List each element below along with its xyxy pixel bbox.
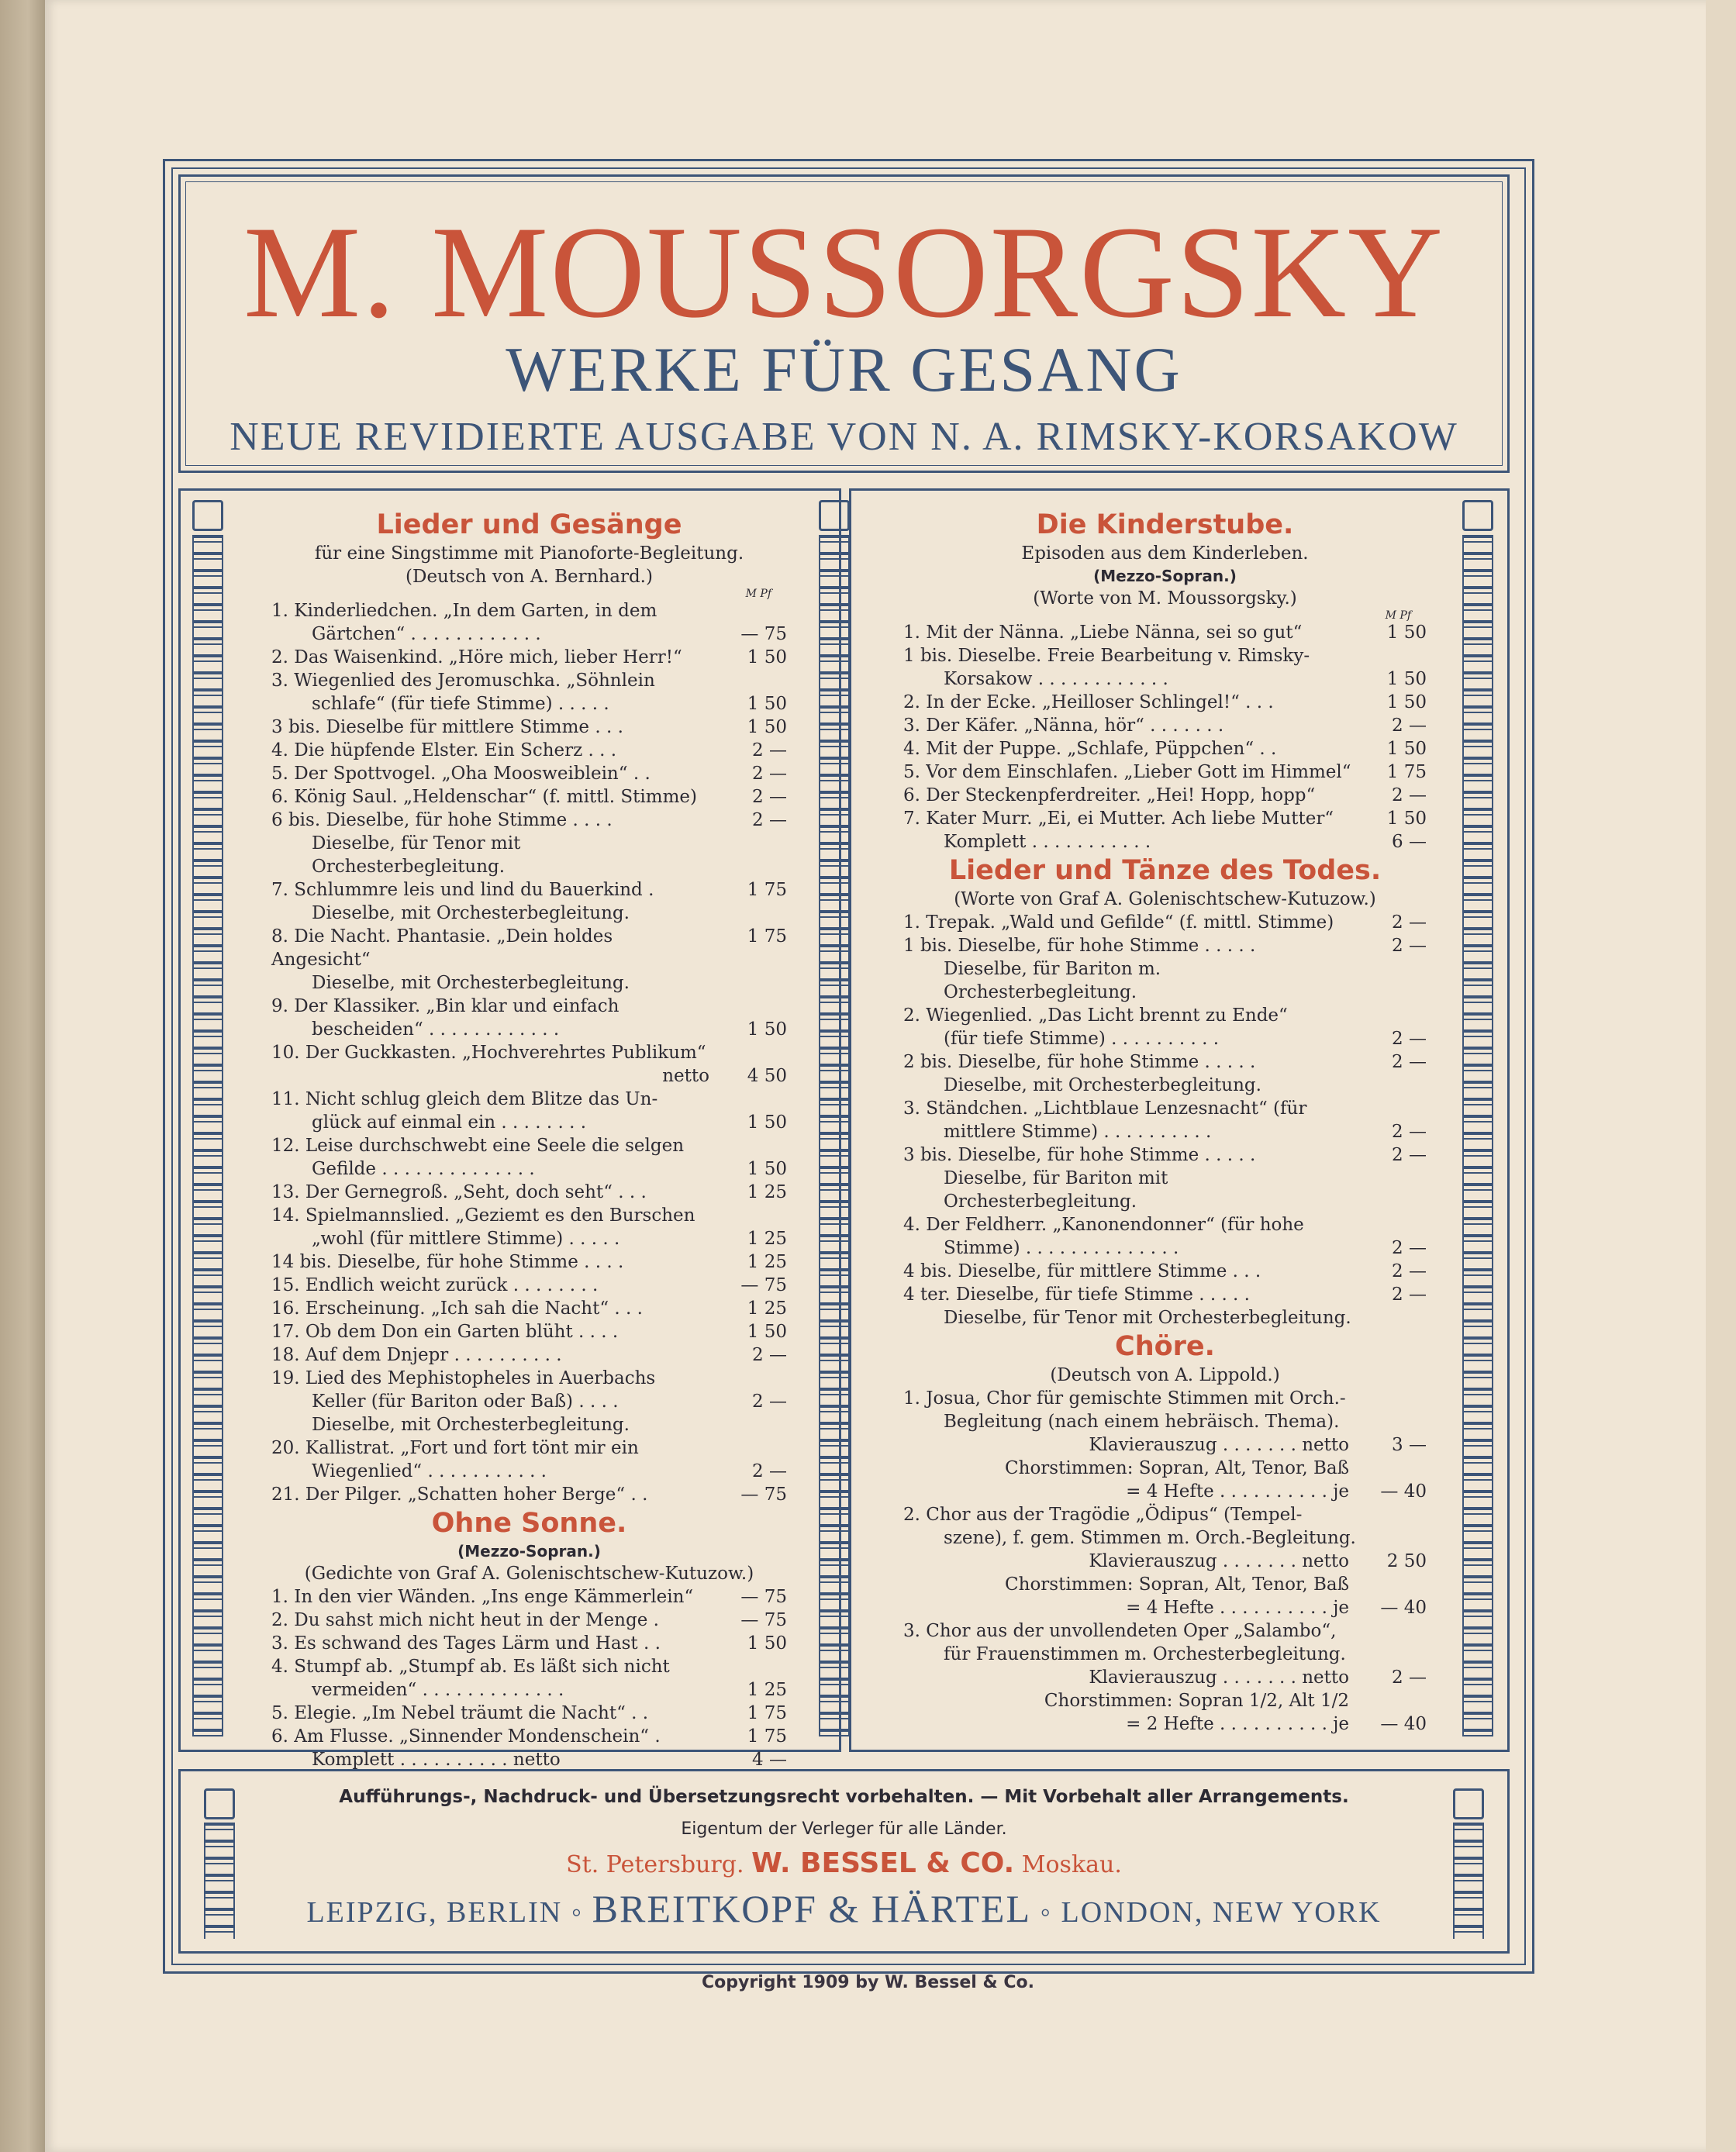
item-title: = 4 Hefte . . . . . . . . . . je [1126,1481,1349,1502]
section-poet: (Worte von M. Moussorgsky.) [1033,588,1297,609]
list-item [903,644,1427,667]
item-title: Dieselbe, mit Orchesterbegleitung. [312,1415,630,1435]
item-title: 8. Die Nacht. Phantasie. „Dein holdes Angesicht“ [271,926,613,970]
list-item [271,622,787,646]
title-box [178,174,1510,473]
list-item [903,621,1427,644]
item-price: 1 50 [1386,739,1427,759]
list-item [271,1585,787,1609]
item-title: 1. Kinderliedchen. „In dem Garten, in dem [271,601,657,621]
section-translator: (Deutsch von A. Lippold.) [1050,1365,1280,1385]
item-price: 1 75 [747,1726,787,1747]
item-price: 2 — [1392,912,1427,933]
item-title: 3. Wiegenlied des Jeromuschka. „Söhnlein [271,671,655,691]
item-price: 2 — [752,740,787,760]
composer-title: M. MOUSSORGSKY [243,199,1444,345]
item-price: 4 — [752,1750,787,1770]
item-title: mittlere Stimme) . . . . . . . . . . [944,1122,1212,1142]
list-item [903,1074,1427,1097]
publisher-name: BREITKOPF & HÄRTEL [592,1887,1032,1930]
ornament-rosette-icon [192,500,223,531]
section-heading: Chöre. [1115,1331,1215,1362]
list-item [903,1213,1427,1236]
item-title: 21. Der Pilger. „Schatten hoher Berge“ . . [271,1485,648,1505]
item-price: 2 — [752,1392,787,1412]
property-notice: Eigentum der Verleger für alle Länder. [681,1819,1007,1839]
publisher-name: W. BESSEL & CO. [751,1847,1015,1879]
section-subtitle: Episoden aus dem Kinderleben. [1021,543,1309,564]
list-item [271,669,787,692]
list-item [271,1064,787,1088]
item-title: 15. Endlich weicht zurück . . . . . . . . [271,1275,599,1295]
list-item [271,1413,787,1436]
section-subtitle: für eine Singstimme mit Pianoforte-Begleitung. [314,543,744,564]
item-price: 1 75 [1386,762,1427,782]
item-title: 4. Stumpf ab. „Stumpf ab. Es läßt sich nicht [271,1657,670,1677]
item-price: 2 — [1392,1667,1427,1688]
item-title: Dieselbe, mit Orchesterbegleitung. [312,903,630,923]
section-poet: (Worte von Graf A. Golenischtschew-Kutuzow.) [954,889,1376,909]
item-price: 1 50 [747,1112,787,1133]
item-title: 10. Der Guckkasten. „Hochverehrtes Publikum“ [271,1043,706,1063]
list-item [271,809,787,832]
list-item [903,1004,1427,1027]
item-title: 13. Der Gernegroß. „Seht, doch seht“ . . . [271,1182,647,1202]
item-title: 12. Leise durchschwebt eine Seele die selgen [271,1136,685,1156]
item-title: 1. Trepak. „Wald und Gefilde“ (f. mittl. Stimme) [903,912,1334,933]
city-label: St. Petersburg. [566,1851,744,1878]
list-item [271,1157,787,1181]
item-price: 1 50 [1386,809,1427,829]
item-title: 5. Der Spottvogel. „Oha Moosweiblein“ . . [271,764,651,784]
item-title: 5. Elegie. „Im Nebel träumt die Nacht“ . . [271,1703,649,1723]
item-title: Chorstimmen: Sopran, Alt, Tenor, Baß [1005,1574,1349,1595]
item-price: 2 — [1392,1052,1427,1072]
item-title: 3. Es schwand des Tages Lärm und Hast . . [271,1633,661,1654]
list-item [271,1436,787,1460]
item-title: Klavierauszug . . . . . . . netto [1089,1435,1349,1455]
item-title: 6 bis. Dieselbe, für hohe Stimme . . . . [271,810,613,830]
book-binding [0,0,47,2152]
item-title: 2. Du sahst mich nicht heut in der Menge . [271,1610,659,1630]
item-title: 6. König Saul. „Heldenschar“ (f. mittl. Stimme) [271,787,697,807]
list-item [903,1050,1427,1074]
price-column-marks: M Pf [745,588,771,600]
item-title: Klavierauszug . . . . . . . netto [1089,1667,1349,1688]
item-price: 1 50 [747,1159,787,1179]
list-item [271,1297,787,1320]
item-price: 1 25 [747,1680,787,1700]
voice-type: (Mezzo-Sopran.) [1093,567,1237,585]
list-item [271,971,787,995]
item-title: Keller (für Bariton oder Baß) . . . . [312,1392,619,1412]
list-item [271,785,787,809]
item-title: 6. Der Steckenpferdreiter. „Hei! Hopp, hopp“ [903,785,1316,805]
item-title: Begleitung (nach einem hebräisch. Thema). [944,1412,1340,1432]
item-title: = 2 Hefte . . . . . . . . . . je [1126,1714,1349,1734]
item-price: 1 50 [747,694,787,714]
item-title: Chorstimmen: Sopran, Alt, Tenor, Baß [1005,1458,1349,1478]
list-item [271,762,787,785]
item-title: 7. Schlummre leis und lind du Bauerkind . [271,880,654,900]
item-price: 1 25 [747,1298,787,1319]
item-price: — 75 [740,624,787,644]
item-title: 4. Die hüpfende Elster. Ein Scherz . . . [271,740,617,760]
item-price: — 75 [740,1275,787,1295]
item-title: 11. Nicht schlug gleich dem Blitze das Un- [271,1089,658,1109]
item-title: 1. Josua, Chor für gemischte Stimmen mit Orch.- [903,1388,1346,1409]
item-price: 4 50 [747,1066,787,1086]
item-title: Wiegenlied“ . . . . . . . . . . . [312,1461,547,1481]
list-item [271,1390,787,1413]
list-item [903,1260,1427,1283]
item-price: 1 50 [1386,692,1427,712]
edition-line: NEUE REVIDIERTE AUSGABE VON N. A. RIMSKY-KORSAKOW [230,415,1458,459]
list-item [903,714,1427,737]
list-item [271,1655,787,1678]
item-price: 2 — [1392,1238,1427,1258]
list-item [271,599,787,622]
list-item [271,1181,787,1204]
list-item [271,1204,787,1227]
item-title: szene), f. gem. Stimmen m. Orch.-Begleitung. [944,1528,1356,1548]
song-list [903,621,1427,854]
list-item [903,737,1427,760]
song-list [903,1387,1427,1736]
item-price: 2 — [1392,1122,1427,1142]
item-price: 2 — [1392,936,1427,956]
item-price: 2 — [752,1345,787,1365]
price-column-marks: M Pf [1385,609,1411,622]
item-title: 3 bis. Dieselbe für mittlere Stimme . . . [271,717,623,737]
list-item [271,1227,787,1250]
item-price: 2 — [752,1461,787,1481]
item-title: glück auf einmal ein . . . . . . . . [312,1112,587,1133]
list-item [903,1480,1427,1503]
item-price: — 40 [1380,1598,1427,1618]
list-item [271,902,787,925]
item-title: für Frauenstimmen m. Orchesterbegleitung. [944,1644,1346,1664]
item-title: 4. Mit der Puppe. „Schlafe, Püppchen“ . . [903,739,1277,759]
item-title: 2 bis. Dieselbe, für hohe Stimme . . . . . [903,1052,1256,1072]
item-price: 1 25 [747,1252,787,1272]
list-item [903,1167,1427,1213]
list-item [271,925,787,971]
list-item [903,1457,1427,1480]
item-price: 1 50 [747,1019,787,1040]
item-price: 1 50 [747,1322,787,1342]
ornament-rosette-icon [1462,500,1493,531]
item-price: 2 50 [1386,1551,1427,1571]
item-title: Chorstimmen: Sopran 1/2, Alt 1/2 [1044,1691,1349,1711]
item-price: — 75 [740,1485,787,1505]
item-title: 17. Ob dem Don ein Garten blüht . . . . [271,1322,619,1342]
item-title: 6. Am Flusse. „Sinnender Mondenschein“ . [271,1726,661,1747]
item-title: 20. Kallistrat. „Fort und fort tönt mir ein [271,1438,639,1458]
item-title: 2. Chor aus der Tragödie „Ödipus“ (Tempel- [903,1505,1303,1525]
list-item [903,1573,1427,1596]
list-item [271,1702,787,1725]
item-title: Korsakow . . . . . . . . . . . . [944,669,1168,689]
item-title: 9. Der Klassiker. „Bin klar und einfach [271,996,620,1016]
item-price: 1 50 [747,1633,787,1654]
list-item [271,1748,787,1771]
list-item [903,1387,1427,1410]
voice-type: (Mezzo-Sopran.) [457,1542,601,1561]
list-item [903,760,1427,784]
list-item [271,646,787,669]
item-title: 2. Das Waisenkind. „Höre mich, lieber Herr!“ [271,647,682,667]
item-title: 1 bis. Dieselbe. Freie Bearbeitung v. Rimsky- [903,646,1310,666]
item-title: = 4 Hefte . . . . . . . . . . je [1126,1598,1349,1618]
item-price: 1 25 [747,1229,787,1249]
item-price: 1 25 [747,1182,787,1202]
item-title: 5. Vor dem Einschlafen. „Lieber Gott im Himmel“ [903,762,1351,782]
item-price: — 75 [740,1587,787,1607]
item-title: 14 bis. Dieselbe, für hohe Stimme . . . . [271,1252,624,1272]
list-item [271,1018,787,1041]
item-price: 3 — [1392,1435,1427,1455]
item-title: 19. Lied des Mephistopheles in Auerbachs [271,1368,656,1388]
item-price: 1 50 [1386,622,1427,643]
list-item [903,1596,1427,1619]
ornament-border-icon [819,535,850,1736]
item-price: 2 — [1392,1285,1427,1305]
ornament-border-icon [192,535,223,1736]
list-item [271,1483,787,1506]
list-item [271,995,787,1018]
list-item [903,957,1427,1004]
section-translator: (Deutsch von A. Bernhard.) [406,567,653,587]
list-item [903,1619,1427,1643]
list-item [903,1306,1427,1329]
item-title: schlafe“ (für tiefe Stimme) . . . . . [312,694,609,714]
ornament-border-icon [1462,535,1493,1736]
item-title: 3. Der Käfer. „Nänna, hör“ . . . . . . . [903,716,1224,736]
list-item [271,739,787,762]
item-title: Dieselbe, für Tenor mit Orchesterbegleitung. [312,833,521,877]
item-price: 1 75 [747,926,787,947]
list-item [271,1041,787,1064]
item-title: 14. Spielmannslied. „Geziemt es den Burschen [271,1205,695,1226]
city-label: Moskau. [1021,1851,1122,1878]
item-title: 1. In den vier Wänden. „Ins enge Kämmerlein“ [271,1587,694,1607]
list-item [271,1725,787,1748]
list-item [903,691,1427,714]
item-title: „wohl (für mittlere Stimme) . . . . . [312,1229,620,1249]
item-title: 1 bis. Dieselbe, für hohe Stimme . . . . . [903,936,1256,956]
item-title: netto [662,1066,709,1086]
list-item [903,1550,1427,1573]
publisher-box [178,1769,1510,1954]
list-item [271,1134,787,1157]
rights-notice: Aufführungs-, Nachdruck- und Übersetzungsrecht vorbehalten. — Mit Vorbehalt aller Arrangements. [339,1787,1349,1807]
item-title: Dieselbe, für Bariton mit Orchesterbegleitung. [944,1168,1168,1212]
section-heading: Lieder und Tänze des Todes. [948,855,1382,886]
list-item [903,1689,1427,1712]
list-item [903,1433,1427,1457]
list-item [271,1678,787,1702]
section-heading: Ohne Sonne. [431,1508,627,1539]
item-title: 16. Erscheinung. „Ich sah die Nacht“ . . . [271,1298,643,1319]
list-item [903,911,1427,934]
item-price: 1 50 [747,717,787,737]
distributor-line [181,1886,1507,1931]
item-title: 2. Wiegenlied. „Das Licht brennt zu Ende“ [903,1005,1288,1026]
list-item [271,716,787,739]
item-price: 1 50 [747,647,787,667]
list-item [903,807,1427,830]
item-title: 4 ter. Dieselbe, für tiefe Stimme . . . . . [903,1285,1250,1305]
item-title: Stimme) . . . . . . . . . . . . . . [944,1238,1179,1258]
list-item [271,1111,787,1134]
list-item [903,830,1427,854]
item-title: 18. Auf dem Dnjepr . . . . . . . . . . [271,1345,562,1365]
item-title: (für tiefe Stimme) . . . . . . . . . . [944,1029,1220,1049]
item-title: Dieselbe, mit Orchesterbegleitung. [312,973,630,993]
item-title: 3. Chor aus der unvollendeten Oper „Salambo“, [903,1621,1337,1641]
list-item [271,1367,787,1390]
item-price: 2 — [1392,1145,1427,1165]
list-item [903,1097,1427,1120]
section-heading: Lieder und Gesänge [376,509,682,540]
item-title: 4 bis. Dieselbe, für mittlere Stimme . . . [903,1261,1261,1281]
item-price: 1 75 [747,880,787,900]
list-item [271,1250,787,1274]
item-title: vermeiden“ . . . . . . . . . . . . . [312,1680,564,1700]
list-item [903,1503,1427,1526]
city-label: LEIPZIG, BERLIN ◦ [306,1896,584,1929]
item-title: 2. In der Ecke. „Heilloser Schlingel!“ . . . [903,692,1274,712]
list-item [903,1236,1427,1260]
publisher-line [181,1847,1507,1879]
list-item [903,667,1427,691]
item-price: 2 — [1392,1261,1427,1281]
item-price: 2 — [1392,785,1427,805]
list-item [271,832,787,878]
item-title: Dieselbe, für Tenor mit Orchesterbegleitung. [944,1308,1351,1328]
item-title: 4. Der Feldherr. „Kanonendonner“ (für hohe [903,1215,1304,1235]
left-column [271,508,787,1771]
item-title: Dieselbe, für Bariton m. Orchesterbegleitung. [944,959,1161,1002]
list-item [903,1526,1427,1550]
list-item [903,1283,1427,1306]
list-item [271,1609,787,1632]
item-title: Komplett . . . . . . . . . . netto [312,1750,561,1770]
city-label: ◦ LONDON, NEW YORK [1040,1896,1382,1929]
list-item [271,878,787,902]
list-item [903,1027,1427,1050]
item-price: 1 75 [747,1703,787,1723]
item-title: bescheiden“ . . . . . . . . . . . . [312,1019,560,1040]
item-title: Gefilde . . . . . . . . . . . . . . [312,1159,535,1179]
song-list [271,599,787,1506]
item-price: — 40 [1380,1481,1427,1502]
copyright-notice: Copyright 1909 by W. Bessel & Co. [702,1973,1034,1992]
list-item [271,1320,787,1343]
item-price: 2 — [1392,716,1427,736]
list-item [271,692,787,716]
item-title: 3. Ständchen. „Lichtblaue Lenzesnacht“ (für [903,1098,1307,1119]
item-price: 2 — [752,787,787,807]
section-heading: Die Kinderstube. [1036,509,1294,540]
ornament-rosette-icon [819,500,850,531]
list-item [903,1712,1427,1736]
item-price: 2 — [1392,1029,1427,1049]
list-item [271,1632,787,1655]
list-item [903,1410,1427,1433]
item-title: Dieselbe, mit Orchesterbegleitung. [944,1075,1261,1095]
item-title: Gärtchen“ . . . . . . . . . . . . [312,624,541,644]
item-title: Komplett . . . . . . . . . . . [944,832,1151,852]
item-price: 6 — [1392,832,1427,852]
list-item [903,784,1427,807]
song-list [903,911,1427,1329]
list-item [903,934,1427,957]
page-edge [1706,0,1736,2152]
list-item [903,1643,1427,1666]
item-price: — 75 [740,1610,787,1630]
item-price: — 40 [1380,1714,1427,1734]
list-item [271,1088,787,1111]
item-title: 1. Mit der Nänna. „Liebe Nänna, sei so gut“ [903,622,1303,643]
item-title: 3 bis. Dieselbe, für hohe Stimme . . . . . [903,1145,1256,1165]
list-item [271,1343,787,1367]
item-title: 7. Kater Murr. „Ei, ei Mutter. Ach liebe Mutter“ [903,809,1334,829]
list-item [271,1274,787,1297]
section-poet: (Gedichte von Graf A. Golenischtschew-Kutuzow.) [304,1564,754,1584]
item-price: 2 — [752,810,787,830]
item-price: 1 50 [1386,669,1427,689]
list-item [271,1460,787,1483]
right-column [903,508,1427,1736]
list-item [903,1120,1427,1143]
list-item [903,1666,1427,1689]
item-title: Klavierauszug . . . . . . . netto [1089,1551,1349,1571]
work-subtitle: WERKE FÜR GESANG [506,334,1182,405]
song-list [271,1585,787,1771]
list-item [903,1143,1427,1167]
item-price: 2 — [752,764,787,784]
